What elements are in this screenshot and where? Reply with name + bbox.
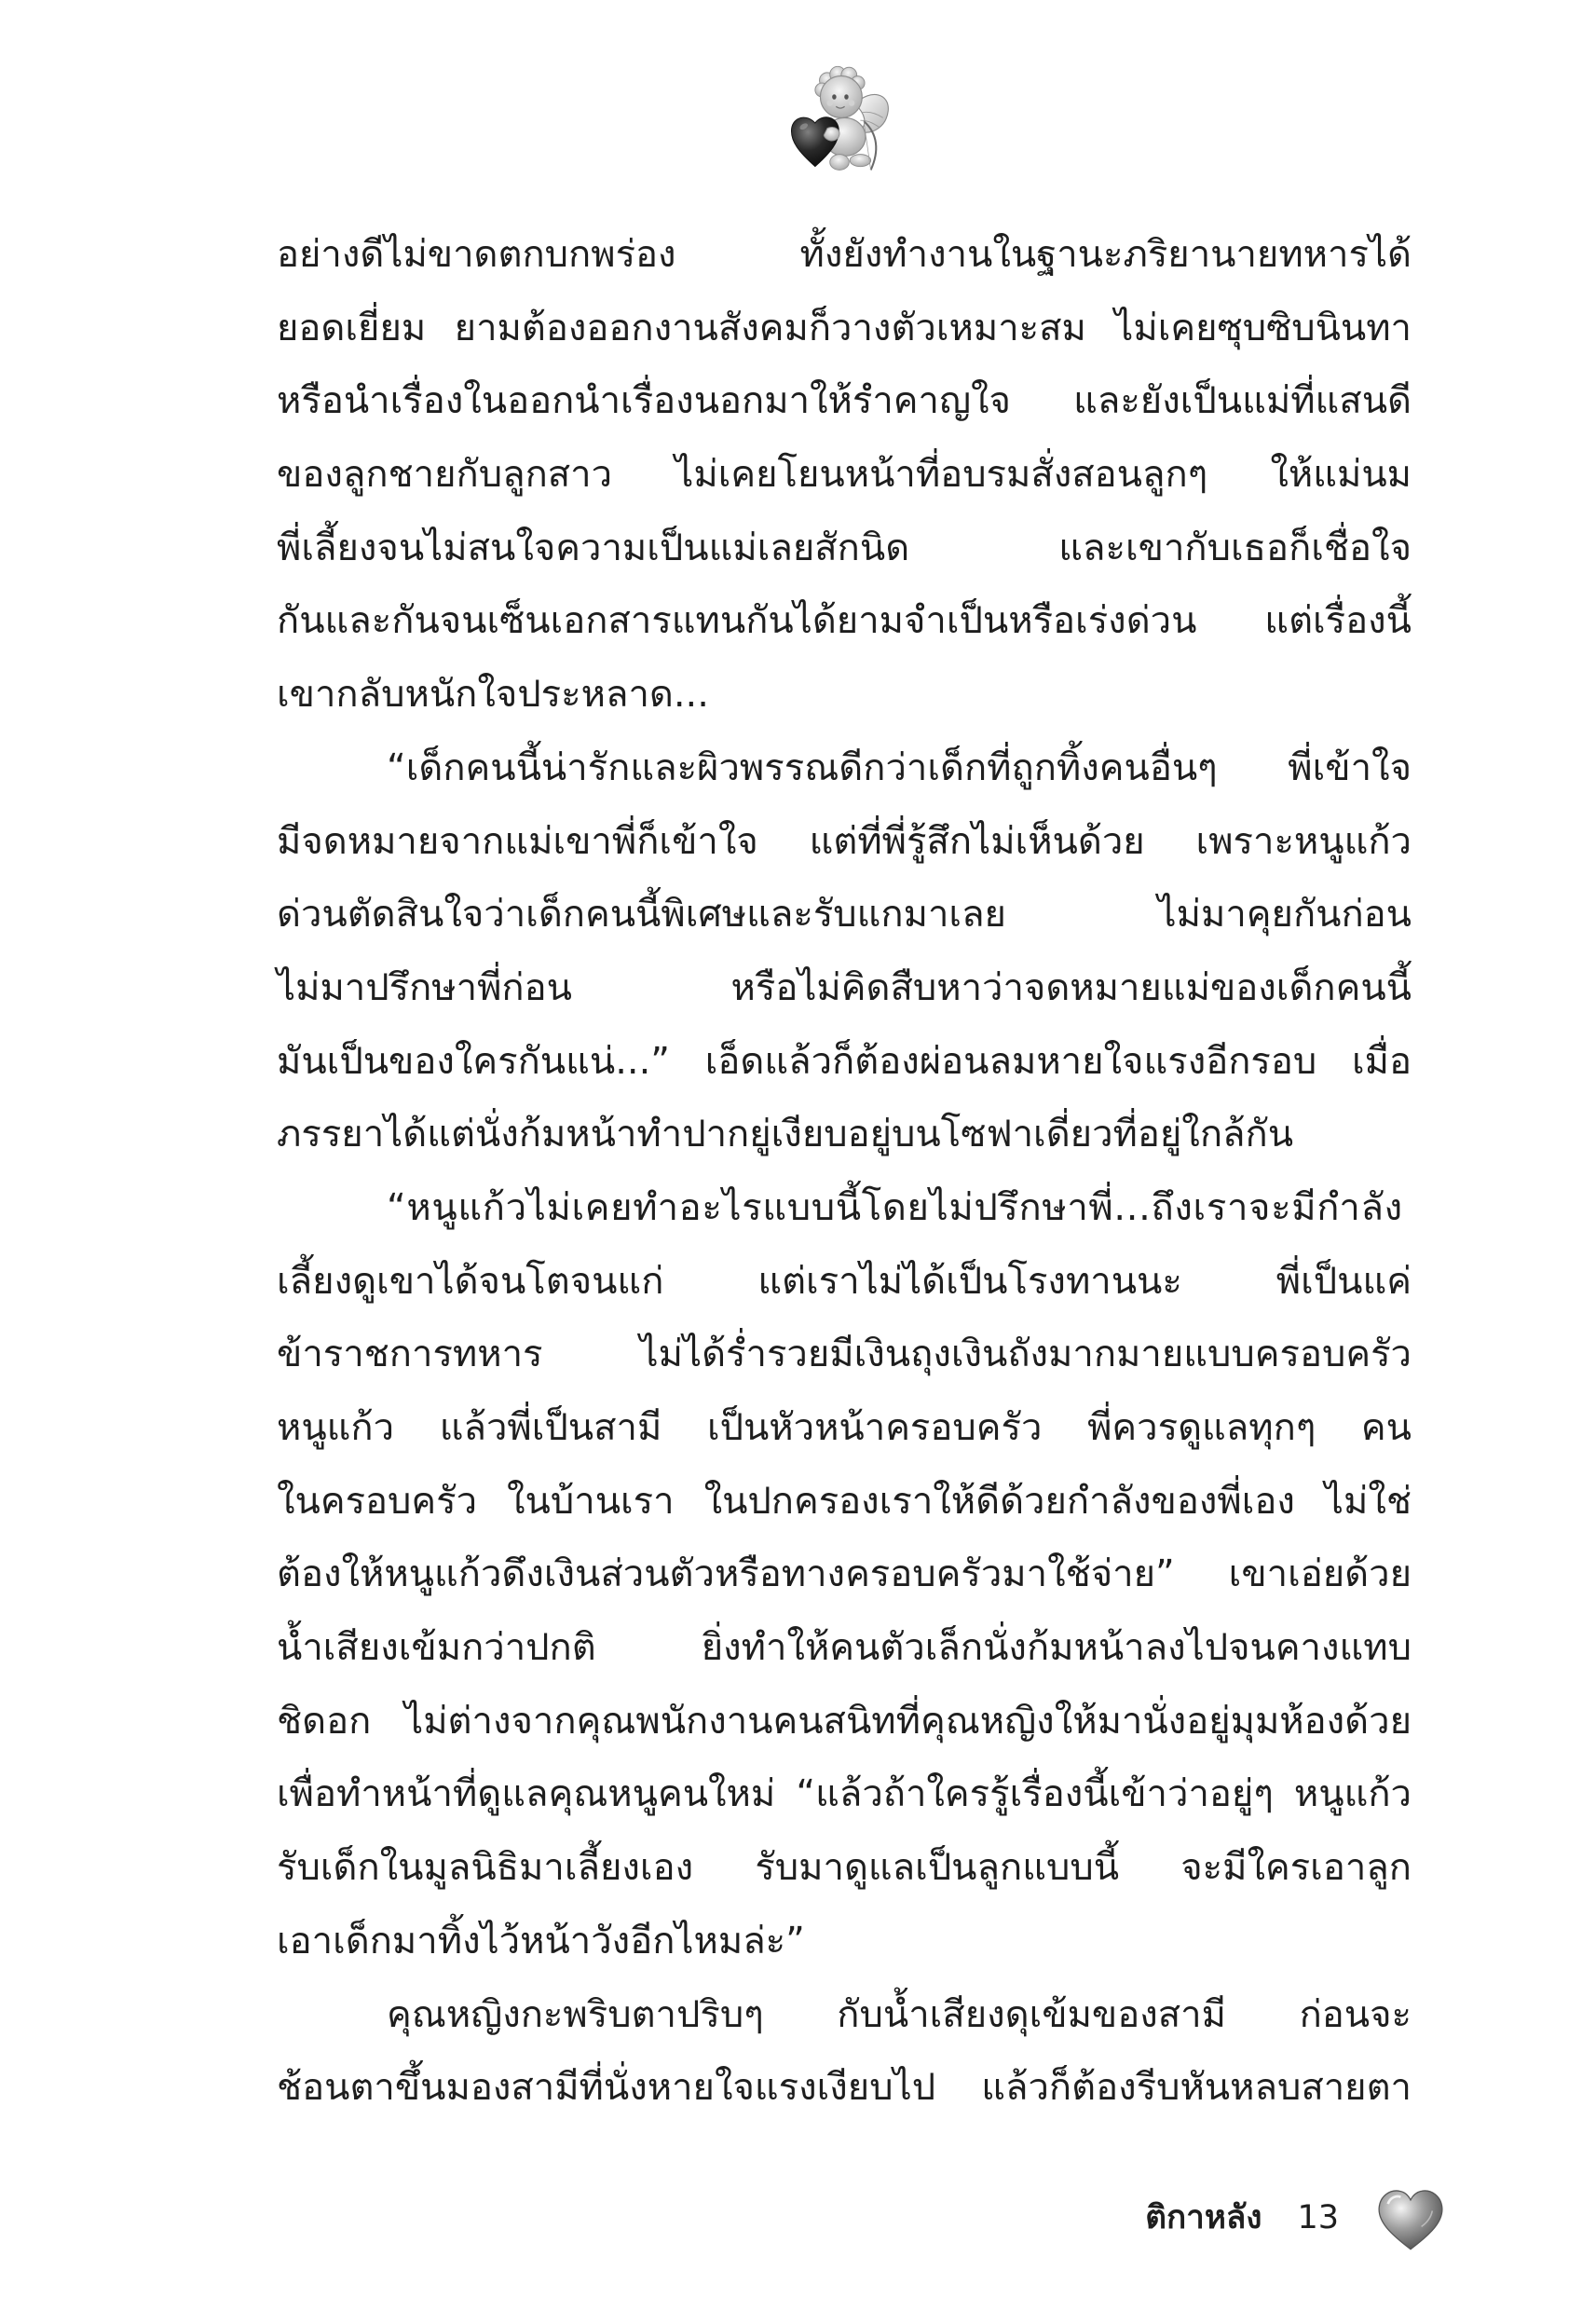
paragraph — [277, 1978, 1412, 2125]
heart-svg — [1376, 2186, 1445, 2253]
text-line: พี่เลี้ยงจนไม่สนใจความเป็นแม่เลยสักนิด และเขากับเธอก็เชื่อใจ — [277, 526, 1412, 569]
text-line: “หนูแก้วไม่เคยทำอะไรแบบนี้โดยไม่ปรึกษาพี่...ถึงเราจะมีกำลัง — [387, 1185, 1403, 1229]
text-line: ในครอบครัว ในบ้านเรา ในปกครองเราให้ดีด้วยกำลังของพี่เอง ไม่ใช่ — [277, 1479, 1412, 1523]
text-line: มีจดหมายจากแม่เขาพี่ก็เข้าใจ แต่ที่พี่รู้สึกไม่เห็นด้วย เพราะหนูแก้ว — [277, 819, 1412, 863]
text-line: อย่างดีไม่ขาดตกบกพร่อง ทั้งยังทำงานในฐานะภริยานายทหารได้ — [277, 233, 1412, 276]
text-line: หนูแก้ว แล้วพี่เป็นสามี เป็นหัวหน้าครอบครัว พี่ควรดูแลทุกๆ คน — [277, 1406, 1412, 1449]
text-line: ของลูกชายกับลูกสาว ไม่เคยโยนหน้าที่อบรมสั่งสอนลูกๆ ให้แม่นม — [277, 453, 1412, 497]
text-line: ต้องให้หนูแก้วดึงเงินส่วนตัวหรือทางครอบครัวมาใช้จ่าย” เขาเอ่ยด้วย — [277, 1552, 1412, 1596]
cupid-heart-icon — [787, 63, 892, 183]
text-line: หรือนำเรื่องในออกนำเรื่องนอกมาให้รำคาญใจ และยังเป็นแม่ที่แสนดี — [277, 379, 1412, 423]
text-line: เพื่อทำหน้าที่ดูแลคุณหนูคนใหม่ “แล้วถ้าใครรู้เรื่องนี้เข้าว่าอยู่ๆ หนูแก้ว — [277, 1772, 1412, 1816]
text-line: เขากลับหนักใจประหลาด... — [277, 673, 709, 717]
paragraph — [277, 732, 1412, 1171]
page-number: 13 — [1297, 2199, 1339, 2236]
text-line: ด่วนตัดสินใจว่าเด็กคนนี้พิเศษและรับแกมาเลย ไม่มาคุยกันก่อน — [277, 893, 1412, 937]
text-line: ยอดเยี่ยม ยามต้องออกงานสังคมก็วางตัวเหมาะสม ไม่เคยซุบซิบนินทา — [277, 306, 1412, 349]
paragraph — [277, 1171, 1412, 1978]
body-text — [277, 218, 1412, 2125]
text-line: เอาเด็กมาทิ้งไว้หน้าวังอีกไหมล่ะ” — [277, 1919, 805, 1962]
book-title: ติกาหลัง — [1145, 2199, 1262, 2236]
page-footer — [1145, 2190, 1339, 2246]
text-line: มันเป็นของใครกันแน่...” เอ็ดแล้วก็ต้องผ่อนลมหายใจแรงอีกรอบ เมื่อ — [277, 1039, 1412, 1083]
text-line: คุณหญิงกะพริบตาปริบๆ กับน้ำเสียงดุเข้มของสามี ก่อนจะ — [387, 1992, 1412, 2036]
text-line: ไม่มาปรึกษาพี่ก่อน หรือไม่คิดสืบหาว่าจดหมายแม่ของเด็กคนนี้ — [277, 965, 1412, 1009]
cupid-head — [820, 76, 862, 118]
text-line: รับเด็กในมูลนิธิมาเลี้ยงเอง รับมาดูแลเป็นลูกแบบนี้ จะมีใครเอาลูก — [277, 1846, 1412, 1890]
text-line: กันและกันจนเซ็นเอกสารแทนกันได้ยามจำเป็นหรือเร่งด่วน แต่เรื่องนี้ — [277, 599, 1412, 643]
text-line: ชิดอก ไม่ต่างจากคุณพนักงานคนสนิทที่คุณหญิงให้มานั่งอยู่มุมห้องด้วย — [277, 1699, 1412, 1743]
heart-icon — [1376, 2186, 1445, 2253]
text-line: ภรรยาได้แต่นั่งก้มหน้าทำปากยู่เงียบอยู่บนโซฟาเดี่ยวที่อยู่ใกล้กัน — [277, 1113, 1294, 1156]
text-line: ข้าราชการทหาร ไม่ได้ร่ำรวยมีเงินถุงเงินถังมากมายแบบครอบครัว — [277, 1333, 1412, 1376]
cupid-heart-svg — [787, 63, 892, 183]
text-line: เลี้ยงดูเขาได้จนโตจนแก่ แต่เราไม่ได้เป็นโรงทานนะ พี่เป็นแค่ — [277, 1259, 1412, 1303]
text-line: น้ำเสียงเข้มกว่าปกติ ยิ่งทำให้คนตัวเล็กนั่งก้มหน้าลงไปจนคางแทบ — [277, 1626, 1412, 1670]
text-line: ช้อนตาขึ้นมองสามีที่นั่งหายใจแรงเงียบไป แล้วก็ต้องรีบหันหลบสายตา — [277, 2066, 1412, 2110]
paragraph — [277, 218, 1412, 732]
text-line: “เด็กคนนี้น่ารักและผิวพรรณดีกว่าเด็กที่ถูกทิ้งคนอื่นๆ พี่เข้าใจ — [387, 745, 1412, 789]
